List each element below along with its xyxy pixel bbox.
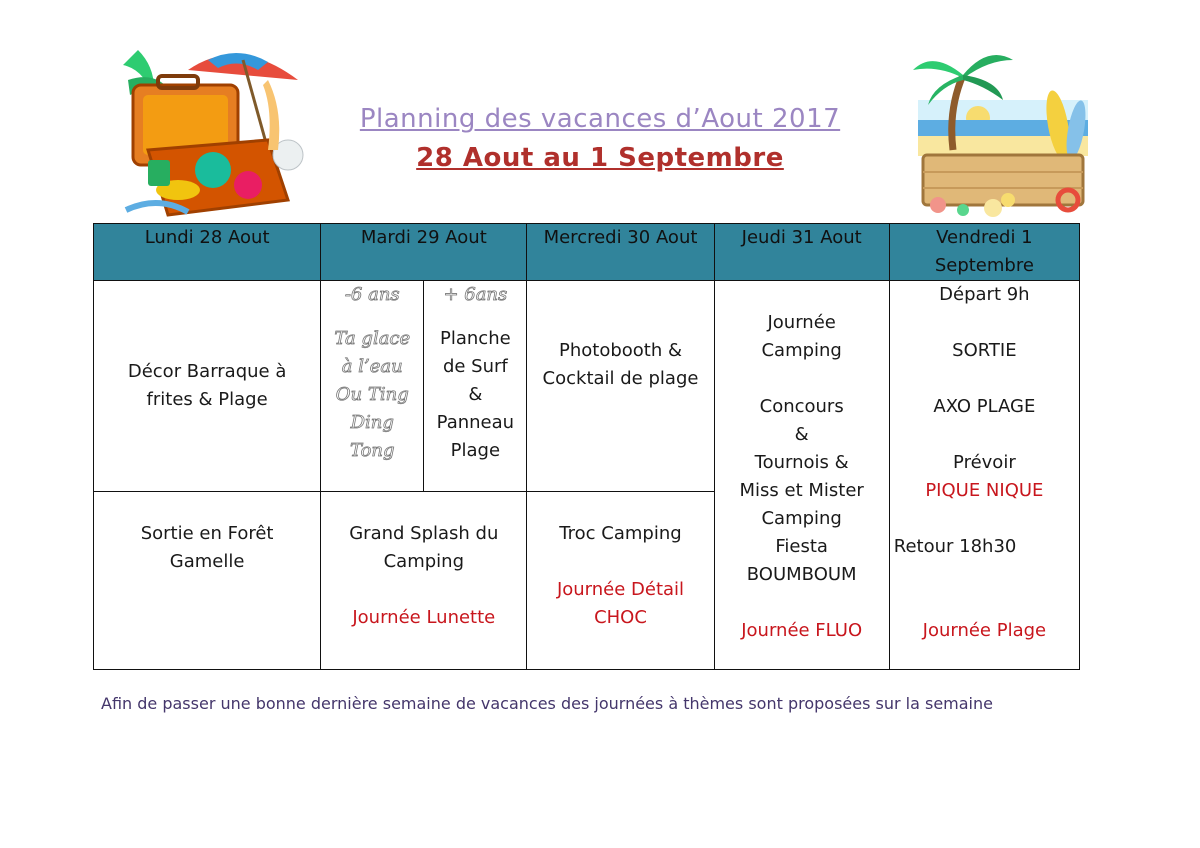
palm-beach-sign-clipart <box>908 40 1098 220</box>
text-line: BOUMBOUM <box>746 564 857 585</box>
text-line: Camping <box>761 340 842 361</box>
text-line: Retour 18h30 <box>893 536 1017 557</box>
tuesday-over6 <box>424 281 527 492</box>
header-row <box>94 224 1080 281</box>
monday-activity-2 <box>94 492 321 670</box>
text-line: Journée <box>767 312 836 333</box>
text-line: frites & Plage <box>146 389 268 410</box>
page-subtitle: 28 Aout au 1 Septembre <box>416 143 784 173</box>
text-line: Cocktail de plage <box>542 368 699 389</box>
text-line: Prévoir <box>953 452 1016 473</box>
text-line: Départ 9h <box>939 284 1030 305</box>
text-line <box>719 365 885 393</box>
theme-label: Journée FLUO <box>741 620 863 641</box>
text-line: Grand Splash du <box>349 523 499 544</box>
col-tuesday: Mardi 29 Aout <box>321 224 527 281</box>
text-line: Troc Camping <box>559 523 682 544</box>
text-line: Gamelle <box>169 551 245 572</box>
text-line: Ta glace <box>334 328 411 349</box>
col-friday: Vendredi 1 Septembre <box>889 224 1079 281</box>
tuesday-under6 <box>321 281 424 492</box>
text-line: à l’eau <box>341 356 403 377</box>
text-line: & <box>794 424 809 445</box>
text-line: Tournois & <box>754 452 849 473</box>
friday-activity <box>889 281 1079 670</box>
col-wednesday: Mercredi 30 Aout <box>527 224 714 281</box>
text-line: PIQUE NIQUE <box>925 480 1044 501</box>
theme-label: Journée Plage <box>922 620 1047 641</box>
text-line: Planche <box>440 328 511 349</box>
age-label: + 6ans <box>443 284 508 305</box>
footer-note: Afin de passer une bonne dernière semaine de vacances des journées à thèmes sont proposées sur la semaine <box>101 694 993 713</box>
text-line: SORTIE <box>952 340 1017 361</box>
tuesday-activity-2 <box>321 492 527 670</box>
text-line: Panneau <box>436 412 515 433</box>
text-line: & <box>468 384 483 405</box>
text-line: de Surf <box>442 356 508 377</box>
monday-activity <box>94 281 321 492</box>
theme-label: CHOC <box>594 607 647 628</box>
text-line: Miss et Mister <box>739 480 864 501</box>
text-line: Fiesta <box>775 536 828 557</box>
theme-label: Journée Lunette <box>352 607 496 628</box>
table-row <box>94 281 1080 492</box>
text-line: Camping <box>761 508 842 529</box>
text-line: Ding <box>350 412 394 433</box>
text-line: Tong <box>349 440 395 461</box>
col-thursday: Jeudi 31 Aout <box>714 224 889 281</box>
text-line: Camping <box>383 551 465 572</box>
text-line: Plage <box>450 440 501 461</box>
text-line: Décor Barraque à <box>127 361 287 382</box>
wednesday-activity-2 <box>527 492 714 670</box>
wednesday-activity <box>527 281 714 492</box>
col-monday: Lundi 28 Aout <box>94 224 321 281</box>
page-title: Planning des vacances d’Aout 2017 <box>359 104 841 134</box>
text-line: Ou Ting <box>335 384 409 405</box>
text-line: Photobooth & <box>558 340 683 361</box>
age-label: -6 ans <box>344 284 400 305</box>
text-line: Concours <box>759 396 844 417</box>
text-line: AXO PLAGE <box>933 396 1036 417</box>
theme-label: Journée Détail <box>556 579 685 600</box>
text-line: Sortie en Forêt <box>140 523 274 544</box>
planning-table <box>93 223 1080 670</box>
thursday-activity <box>714 281 889 670</box>
suitcase-beach-clipart <box>118 40 308 220</box>
